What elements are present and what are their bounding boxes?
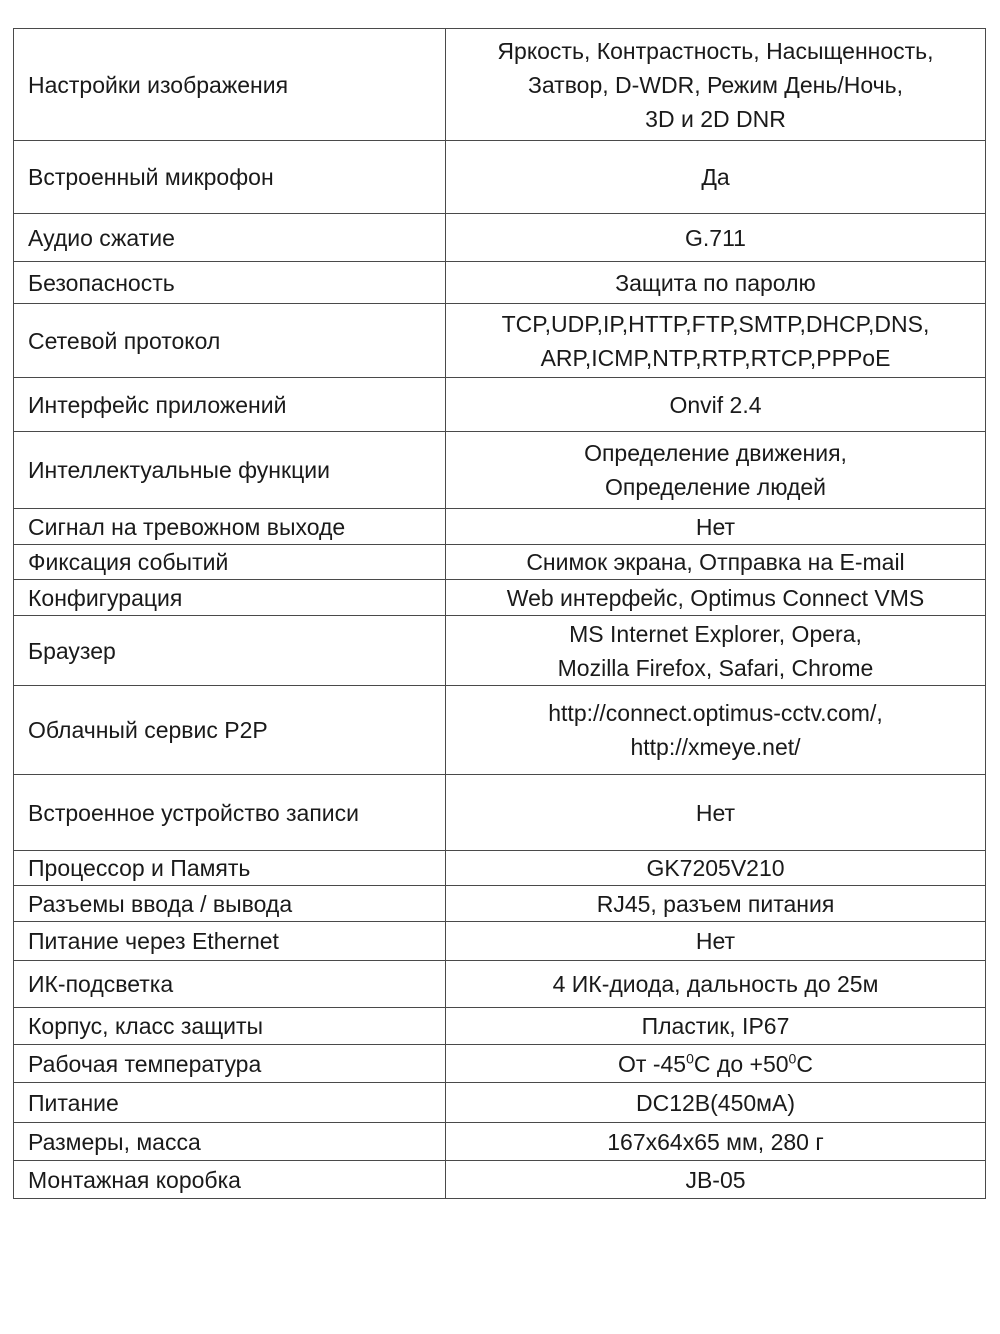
spec-value: Защита по паролю — [446, 262, 986, 304]
spec-label: Питание через Ethernet — [14, 922, 446, 961]
spec-value: Onvif 2.4 — [446, 378, 986, 432]
table-row — [14, 1083, 986, 1123]
table-row — [14, 1045, 986, 1083]
spec-value: Нет — [446, 922, 986, 961]
table-row — [14, 961, 986, 1008]
table-row — [14, 775, 986, 851]
spec-label: Процессор и Память — [14, 851, 446, 886]
table-row — [14, 509, 986, 545]
table-row — [14, 1008, 986, 1045]
spec-value: TCP,UDP,IP,HTTP,FTP,SMTP,DHCP,DNS, ARP,ICMP,NTP,RTP,RTCP,PPPoE — [446, 304, 986, 378]
table-row — [14, 141, 986, 214]
table-row — [14, 1123, 986, 1161]
spec-label: Фиксация событий — [14, 545, 446, 580]
table-row — [14, 922, 986, 961]
spec-table — [13, 28, 986, 1199]
spec-value — [446, 1045, 986, 1083]
spec-value: Определение движения, Определение людей — [446, 432, 986, 509]
spec-value: DC12В(450мА) — [446, 1083, 986, 1123]
table-row — [14, 1161, 986, 1199]
spec-value: JB-05 — [446, 1161, 986, 1199]
spec-label: Облачный сервис P2P — [14, 686, 446, 775]
temp-unit: С — [796, 1050, 813, 1077]
spec-value: Пластик, IP67 — [446, 1008, 986, 1045]
table-row — [14, 851, 986, 886]
degree-sign: 0 — [788, 1049, 797, 1066]
spec-label: ИК-подсветка — [14, 961, 446, 1008]
table-row — [14, 545, 986, 580]
spec-label: Разъемы ввода / вывода — [14, 886, 446, 922]
spec-value: Снимок экрана, Отправка на E-mail — [446, 545, 986, 580]
spec-value: Яркость, Контрастность, Насыщенность, Затвор, D-WDR, Режим День/Ночь, 3D и 2D DNR — [446, 29, 986, 141]
spec-label: Встроенное устройство записи — [14, 775, 446, 851]
spec-label: Конфигурация — [14, 580, 446, 616]
spec-value: 4 ИК-диода, дальность до 25м — [446, 961, 986, 1008]
spec-value: MS Internet Explorer, Opera, Mozilla Firefox, Safari, Chrome — [446, 616, 986, 686]
spec-value: http://connect.optimus-cctv.com/, http://xmeye.net/ — [446, 686, 986, 775]
spec-label: Интеллектуальные функции — [14, 432, 446, 509]
table-row — [14, 686, 986, 775]
spec-label: Монтажная коробка — [14, 1161, 446, 1199]
spec-label: Рабочая температура — [14, 1045, 446, 1083]
spec-label: Корпус, класс защиты — [14, 1008, 446, 1045]
table-row — [14, 432, 986, 509]
spec-value: RJ45, разъем питания — [446, 886, 986, 922]
spec-label: Безопасность — [14, 262, 446, 304]
spec-value: Да — [446, 141, 986, 214]
table-row — [14, 580, 986, 616]
table-row — [14, 214, 986, 262]
spec-value: GK7205V210 — [446, 851, 986, 886]
spec-label: Встроенный микрофон — [14, 141, 446, 214]
spec-label: Питание — [14, 1083, 446, 1123]
spec-label: Сигнал на тревожном выходе — [14, 509, 446, 545]
table-row — [14, 304, 986, 378]
spec-label: Браузер — [14, 616, 446, 686]
spec-value: Нет — [446, 775, 986, 851]
degree-sign: 0 — [686, 1049, 694, 1066]
spec-label: Аудио сжатие — [14, 214, 446, 262]
table-row — [14, 616, 986, 686]
spec-value: 167x64x65 мм, 280 г — [446, 1123, 986, 1161]
spec-label: Размеры, масса — [14, 1123, 446, 1161]
table-row — [14, 262, 986, 304]
spec-label: Интерфейс приложений — [14, 378, 446, 432]
spec-label: Настройки изображения — [14, 29, 446, 141]
temp-to: С до +50 — [693, 1050, 789, 1077]
table-row — [14, 886, 986, 922]
spec-value: Нет — [446, 509, 986, 545]
spec-value: G.711 — [446, 214, 986, 262]
spec-value: Web интерфейс, Optimus Connect VMS — [446, 580, 986, 616]
temp-from: От -45 — [618, 1050, 687, 1077]
table-row — [14, 29, 986, 141]
spec-label: Сетевой протокол — [14, 304, 446, 378]
table-row — [14, 378, 986, 432]
